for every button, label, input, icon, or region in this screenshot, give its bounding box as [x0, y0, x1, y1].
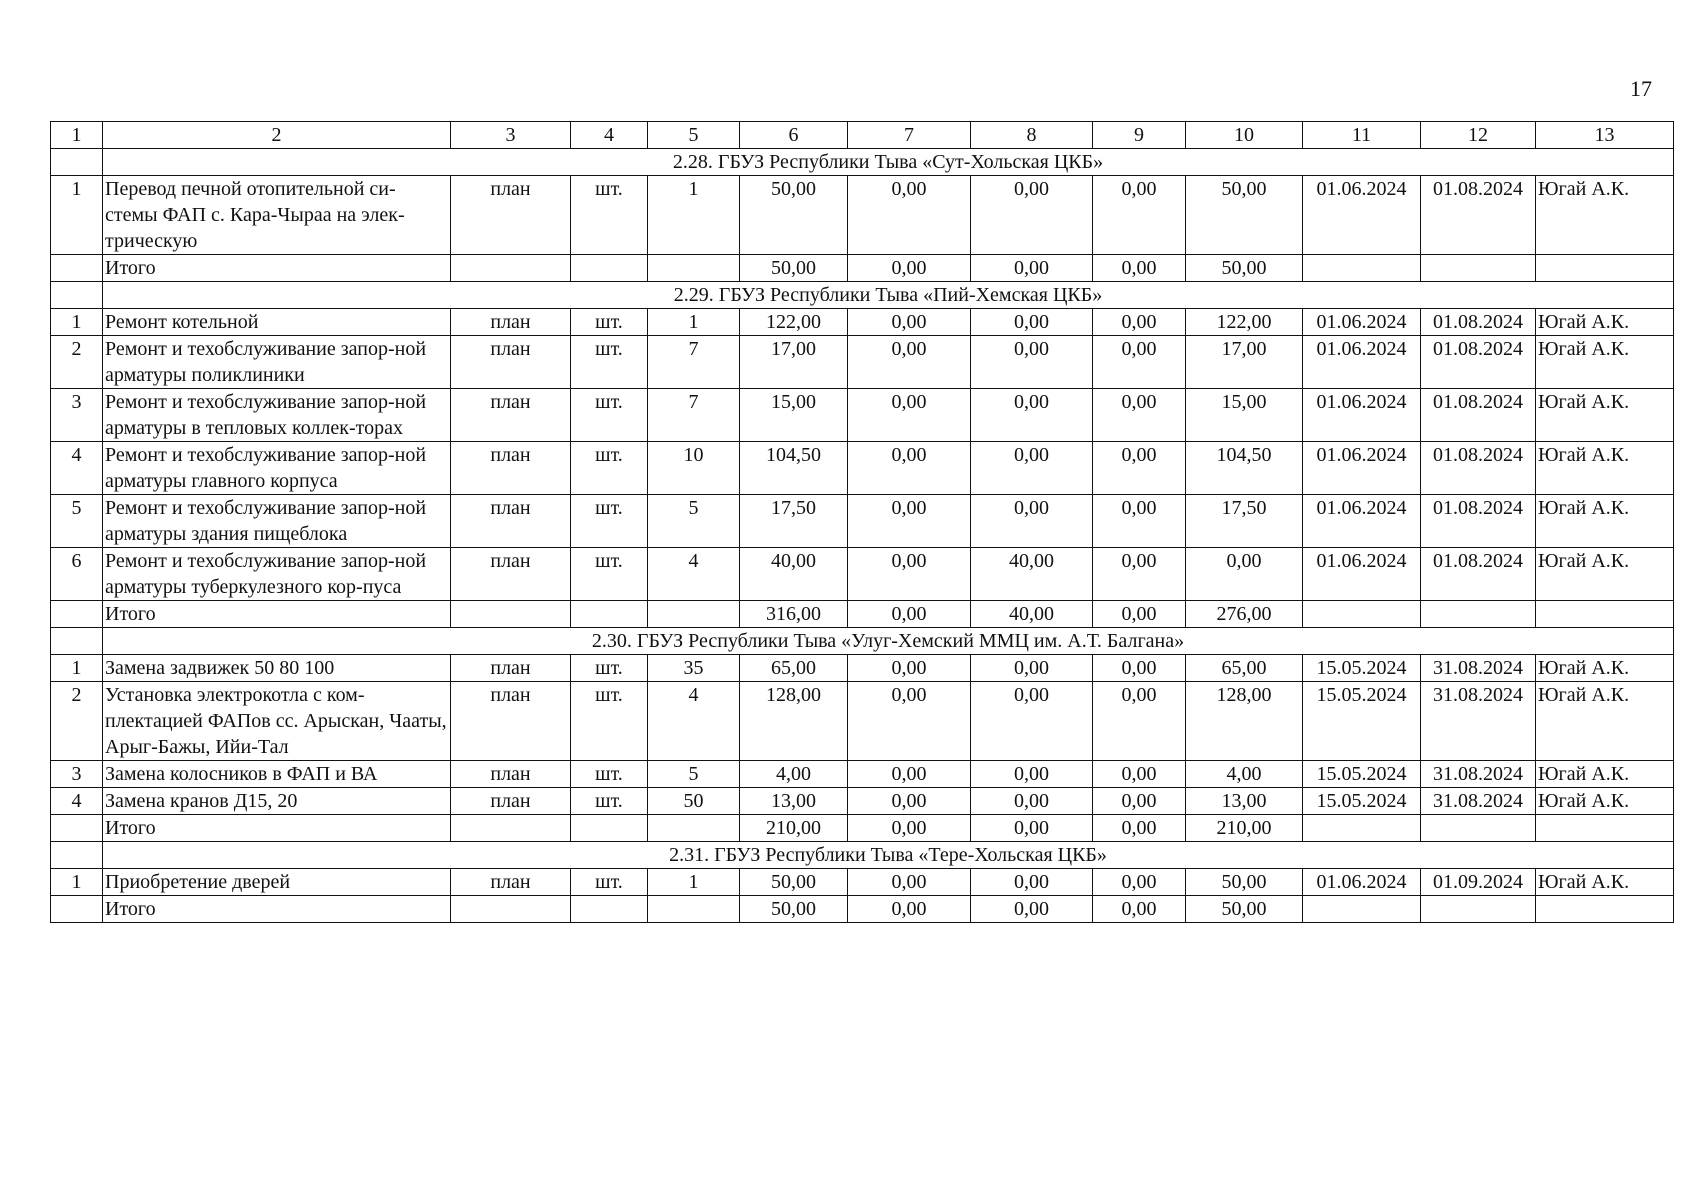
- quantity-cell: 1: [648, 176, 740, 255]
- start-date-cell: 15.05.2024: [1303, 655, 1421, 682]
- amount-cell: 0,00: [848, 336, 971, 389]
- amount-cell: 0,00: [848, 442, 971, 495]
- end-date-cell: 01.09.2024: [1421, 869, 1536, 896]
- amount-cell: 104,50: [1186, 442, 1303, 495]
- start-date-cell: 01.06.2024: [1303, 309, 1421, 336]
- description-cell: Ремонт и техобслуживание запор-ной арматуры главного корпуса: [103, 442, 451, 495]
- empty-cell: [51, 896, 103, 923]
- total-label: Итого: [103, 896, 451, 923]
- amount-cell: 0,00: [848, 869, 971, 896]
- amount-cell: 40,00: [740, 548, 848, 601]
- start-date-cell: 01.06.2024: [1303, 548, 1421, 601]
- table-row: [51, 548, 1674, 601]
- amount-cell: 50,00: [740, 176, 848, 255]
- column-number-cell: 8: [971, 122, 1093, 149]
- amount-cell: 128,00: [740, 682, 848, 761]
- amount-cell: 65,00: [740, 655, 848, 682]
- unit-cell: шт.: [571, 495, 648, 548]
- start-date-cell: 01.06.2024: [1303, 442, 1421, 495]
- total-row: [51, 815, 1674, 842]
- amount-cell: 40,00: [971, 548, 1093, 601]
- description-cell: Замена кранов Д15, 20: [103, 788, 451, 815]
- empty-cell: [571, 255, 648, 282]
- unit-cell: шт.: [571, 655, 648, 682]
- amount-cell: 15,00: [1186, 389, 1303, 442]
- amount-cell: 0,00: [848, 788, 971, 815]
- description-cell: Замена задвижек 50 80 100: [103, 655, 451, 682]
- unit-cell: шт.: [571, 869, 648, 896]
- total-amount-cell: 0,00: [1093, 896, 1186, 923]
- empty-cell: [648, 255, 740, 282]
- column-number-cell: 6: [740, 122, 848, 149]
- section-blank-cell: [51, 842, 103, 869]
- empty-cell: [1303, 896, 1421, 923]
- total-amount-cell: 0,00: [848, 815, 971, 842]
- type-cell: план: [451, 548, 571, 601]
- table-row: [51, 336, 1674, 389]
- type-cell: план: [451, 869, 571, 896]
- description-cell: Приобретение дверей: [103, 869, 451, 896]
- responsible-cell: Югай А.К.: [1536, 761, 1674, 788]
- plan-table: [50, 121, 1674, 923]
- table-row: [51, 788, 1674, 815]
- empty-cell: [1421, 601, 1536, 628]
- quantity-cell: 7: [648, 389, 740, 442]
- empty-cell: [1303, 255, 1421, 282]
- section-title: 2.30. ГБУЗ Республики Тыва «Улуг-Хемский ММЦ им. А.Т. Балгана»: [103, 628, 1674, 655]
- empty-cell: [648, 815, 740, 842]
- amount-cell: 0,00: [1093, 548, 1186, 601]
- table-row: [51, 761, 1674, 788]
- amount-cell: 128,00: [1186, 682, 1303, 761]
- quantity-cell: 4: [648, 682, 740, 761]
- empty-cell: [451, 255, 571, 282]
- total-label: Итого: [103, 255, 451, 282]
- total-amount-cell: 0,00: [971, 815, 1093, 842]
- type-cell: план: [451, 682, 571, 761]
- end-date-cell: 01.08.2024: [1421, 176, 1536, 255]
- empty-cell: [1536, 815, 1674, 842]
- empty-cell: [451, 601, 571, 628]
- unit-cell: шт.: [571, 682, 648, 761]
- start-date-cell: 15.05.2024: [1303, 682, 1421, 761]
- total-amount-cell: 0,00: [971, 255, 1093, 282]
- responsible-cell: Югай А.К.: [1536, 682, 1674, 761]
- unit-cell: шт.: [571, 309, 648, 336]
- empty-cell: [51, 255, 103, 282]
- end-date-cell: 01.08.2024: [1421, 309, 1536, 336]
- row-number-cell: 5: [51, 495, 103, 548]
- start-date-cell: 01.06.2024: [1303, 389, 1421, 442]
- section-title: 2.28. ГБУЗ Республики Тыва «Сут-Хольская ЦКБ»: [103, 149, 1674, 176]
- column-number-cell: 5: [648, 122, 740, 149]
- amount-cell: 0,00: [971, 309, 1093, 336]
- empty-cell: [1536, 896, 1674, 923]
- column-number-cell: 12: [1421, 122, 1536, 149]
- amount-cell: 0,00: [848, 389, 971, 442]
- total-amount-cell: 0,00: [1093, 255, 1186, 282]
- total-label: Итого: [103, 815, 451, 842]
- table-row: [51, 309, 1674, 336]
- header-row: [51, 122, 1674, 149]
- empty-cell: [1536, 601, 1674, 628]
- description-cell: Перевод печной отопительной си-стемы ФАП с. Кара-Чыраа на элек-трическую: [103, 176, 451, 255]
- section-blank-cell: [51, 628, 103, 655]
- amount-cell: 0,00: [1093, 336, 1186, 389]
- description-cell: Ремонт и техобслуживание запор-ной арматуры поликлиники: [103, 336, 451, 389]
- amount-cell: 0,00: [971, 389, 1093, 442]
- amount-cell: 0,00: [848, 176, 971, 255]
- empty-cell: [571, 896, 648, 923]
- amount-cell: 122,00: [1186, 309, 1303, 336]
- responsible-cell: Югай А.К.: [1536, 442, 1674, 495]
- empty-cell: [51, 601, 103, 628]
- empty-cell: [571, 815, 648, 842]
- column-number-cell: 10: [1186, 122, 1303, 149]
- responsible-cell: Югай А.К.: [1536, 176, 1674, 255]
- empty-cell: [1303, 601, 1421, 628]
- amount-cell: 4,00: [1186, 761, 1303, 788]
- responsible-cell: Югай А.К.: [1536, 869, 1674, 896]
- amount-cell: 0,00: [971, 655, 1093, 682]
- quantity-cell: 10: [648, 442, 740, 495]
- responsible-cell: Югай А.К.: [1536, 309, 1674, 336]
- start-date-cell: 01.06.2024: [1303, 869, 1421, 896]
- responsible-cell: Югай А.К.: [1536, 389, 1674, 442]
- total-amount-cell: 210,00: [740, 815, 848, 842]
- total-row: [51, 255, 1674, 282]
- amount-cell: 0,00: [971, 869, 1093, 896]
- description-cell: Ремонт и техобслуживание запор-ной арматуры в тепловых коллек-торах: [103, 389, 451, 442]
- type-cell: план: [451, 495, 571, 548]
- section-title: 2.29. ГБУЗ Республики Тыва «Пий-Хемская ЦКБ»: [103, 282, 1674, 309]
- row-number-cell: 1: [51, 869, 103, 896]
- total-label: Итого: [103, 601, 451, 628]
- amount-cell: 0,00: [1093, 309, 1186, 336]
- total-amount-cell: 0,00: [971, 896, 1093, 923]
- total-amount-cell: 0,00: [848, 896, 971, 923]
- end-date-cell: 01.08.2024: [1421, 548, 1536, 601]
- column-number-cell: 9: [1093, 122, 1186, 149]
- type-cell: план: [451, 442, 571, 495]
- row-number-cell: 2: [51, 682, 103, 761]
- end-date-cell: 31.08.2024: [1421, 682, 1536, 761]
- amount-cell: 13,00: [1186, 788, 1303, 815]
- column-number-cell: 2: [103, 122, 451, 149]
- total-amount-cell: 276,00: [1186, 601, 1303, 628]
- total-row: [51, 896, 1674, 923]
- quantity-cell: 4: [648, 548, 740, 601]
- quantity-cell: 1: [648, 309, 740, 336]
- quantity-cell: 7: [648, 336, 740, 389]
- type-cell: план: [451, 655, 571, 682]
- type-cell: план: [451, 788, 571, 815]
- table-row: [51, 655, 1674, 682]
- quantity-cell: 50: [648, 788, 740, 815]
- unit-cell: шт.: [571, 336, 648, 389]
- type-cell: план: [451, 389, 571, 442]
- type-cell: план: [451, 176, 571, 255]
- type-cell: план: [451, 336, 571, 389]
- quantity-cell: 1: [648, 869, 740, 896]
- row-number-cell: 4: [51, 788, 103, 815]
- amount-cell: 0,00: [971, 761, 1093, 788]
- amount-cell: 122,00: [740, 309, 848, 336]
- quantity-cell: 35: [648, 655, 740, 682]
- total-amount-cell: 210,00: [1186, 815, 1303, 842]
- empty-cell: [648, 601, 740, 628]
- description-cell: Ремонт и техобслуживание запор-ной арматуры здания пищеблока: [103, 495, 451, 548]
- responsible-cell: Югай А.К.: [1536, 548, 1674, 601]
- type-cell: план: [451, 761, 571, 788]
- total-row: [51, 601, 1674, 628]
- amount-cell: 0,00: [848, 761, 971, 788]
- column-number-cell: 4: [571, 122, 648, 149]
- total-amount-cell: 50,00: [740, 255, 848, 282]
- amount-cell: 0,00: [1093, 176, 1186, 255]
- responsible-cell: Югай А.К.: [1536, 336, 1674, 389]
- table-row: [51, 176, 1674, 255]
- column-number-cell: 3: [451, 122, 571, 149]
- total-amount-cell: 50,00: [1186, 255, 1303, 282]
- empty-cell: [1536, 255, 1674, 282]
- total-amount-cell: 0,00: [848, 255, 971, 282]
- description-cell: Ремонт и техобслуживание запор-ной арматуры туберкулезного кор-пуса: [103, 548, 451, 601]
- amount-cell: 15,00: [740, 389, 848, 442]
- amount-cell: 65,00: [1186, 655, 1303, 682]
- section-title-row: [51, 282, 1674, 309]
- empty-cell: [451, 896, 571, 923]
- unit-cell: шт.: [571, 176, 648, 255]
- section-title-row: [51, 842, 1674, 869]
- amount-cell: 0,00: [1186, 548, 1303, 601]
- amount-cell: 0,00: [848, 548, 971, 601]
- total-amount-cell: 0,00: [848, 601, 971, 628]
- page-number: 17: [1630, 76, 1652, 101]
- amount-cell: 0,00: [848, 309, 971, 336]
- empty-cell: [1303, 815, 1421, 842]
- row-number-cell: 1: [51, 655, 103, 682]
- table-row: [51, 389, 1674, 442]
- empty-cell: [648, 896, 740, 923]
- amount-cell: 104,50: [740, 442, 848, 495]
- section-title-row: [51, 149, 1674, 176]
- amount-cell: 0,00: [1093, 869, 1186, 896]
- start-date-cell: 01.06.2024: [1303, 176, 1421, 255]
- amount-cell: 50,00: [740, 869, 848, 896]
- start-date-cell: 15.05.2024: [1303, 788, 1421, 815]
- total-amount-cell: 50,00: [740, 896, 848, 923]
- amount-cell: 0,00: [1093, 442, 1186, 495]
- end-date-cell: 31.08.2024: [1421, 655, 1536, 682]
- unit-cell: шт.: [571, 548, 648, 601]
- start-date-cell: 01.06.2024: [1303, 495, 1421, 548]
- amount-cell: 0,00: [971, 682, 1093, 761]
- amount-cell: 13,00: [740, 788, 848, 815]
- end-date-cell: 01.08.2024: [1421, 336, 1536, 389]
- unit-cell: шт.: [571, 442, 648, 495]
- amount-cell: 0,00: [1093, 761, 1186, 788]
- amount-cell: 17,50: [1186, 495, 1303, 548]
- description-cell: Замена колосников в ФАП и ВА: [103, 761, 451, 788]
- total-amount-cell: 40,00: [971, 601, 1093, 628]
- unit-cell: шт.: [571, 389, 648, 442]
- end-date-cell: 01.08.2024: [1421, 495, 1536, 548]
- table-row: [51, 442, 1674, 495]
- amount-cell: 0,00: [848, 682, 971, 761]
- amount-cell: 50,00: [1186, 869, 1303, 896]
- amount-cell: 0,00: [1093, 495, 1186, 548]
- amount-cell: 0,00: [1093, 682, 1186, 761]
- amount-cell: 0,00: [971, 176, 1093, 255]
- responsible-cell: Югай А.К.: [1536, 655, 1674, 682]
- amount-cell: 50,00: [1186, 176, 1303, 255]
- amount-cell: 17,50: [740, 495, 848, 548]
- start-date-cell: 01.06.2024: [1303, 336, 1421, 389]
- end-date-cell: 01.08.2024: [1421, 442, 1536, 495]
- total-amount-cell: 316,00: [740, 601, 848, 628]
- row-number-cell: 2: [51, 336, 103, 389]
- amount-cell: 17,00: [740, 336, 848, 389]
- amount-cell: 4,00: [740, 761, 848, 788]
- end-date-cell: 01.08.2024: [1421, 389, 1536, 442]
- responsible-cell: Югай А.К.: [1536, 495, 1674, 548]
- column-number-cell: 1: [51, 122, 103, 149]
- row-number-cell: 1: [51, 176, 103, 255]
- empty-cell: [1421, 896, 1536, 923]
- table-row: [51, 495, 1674, 548]
- amount-cell: 0,00: [1093, 655, 1186, 682]
- start-date-cell: 15.05.2024: [1303, 761, 1421, 788]
- row-number-cell: 1: [51, 309, 103, 336]
- amount-cell: 17,00: [1186, 336, 1303, 389]
- type-cell: план: [451, 309, 571, 336]
- description-cell: Ремонт котельной: [103, 309, 451, 336]
- amount-cell: 0,00: [1093, 389, 1186, 442]
- section-title: 2.31. ГБУЗ Республики Тыва «Тере-Хольская ЦКБ»: [103, 842, 1674, 869]
- row-number-cell: 3: [51, 761, 103, 788]
- unit-cell: шт.: [571, 761, 648, 788]
- table-row: [51, 682, 1674, 761]
- empty-cell: [571, 601, 648, 628]
- amount-cell: 0,00: [971, 442, 1093, 495]
- empty-cell: [1421, 815, 1536, 842]
- total-amount-cell: 50,00: [1186, 896, 1303, 923]
- quantity-cell: 5: [648, 495, 740, 548]
- row-number-cell: 6: [51, 548, 103, 601]
- empty-cell: [51, 815, 103, 842]
- section-title-row: [51, 628, 1674, 655]
- amount-cell: 0,00: [971, 788, 1093, 815]
- row-number-cell: 3: [51, 389, 103, 442]
- column-number-cell: 11: [1303, 122, 1421, 149]
- unit-cell: шт.: [571, 788, 648, 815]
- row-number-cell: 4: [51, 442, 103, 495]
- amount-cell: 0,00: [848, 655, 971, 682]
- responsible-cell: Югай А.К.: [1536, 788, 1674, 815]
- quantity-cell: 5: [648, 761, 740, 788]
- column-number-cell: 7: [848, 122, 971, 149]
- total-amount-cell: 0,00: [1093, 601, 1186, 628]
- section-blank-cell: [51, 282, 103, 309]
- total-amount-cell: 0,00: [1093, 815, 1186, 842]
- end-date-cell: 31.08.2024: [1421, 761, 1536, 788]
- description-cell: Установка электрокотла с ком-плектацией ФАПов сс. Арыскан, Чааты, Арыг-Бажы, Ийи-Тал: [103, 682, 451, 761]
- end-date-cell: 31.08.2024: [1421, 788, 1536, 815]
- amount-cell: 0,00: [848, 495, 971, 548]
- empty-cell: [451, 815, 571, 842]
- empty-cell: [1421, 255, 1536, 282]
- column-number-cell: 13: [1536, 122, 1674, 149]
- table-row: [51, 869, 1674, 896]
- amount-cell: 0,00: [971, 336, 1093, 389]
- amount-cell: 0,00: [1093, 788, 1186, 815]
- section-blank-cell: [51, 149, 103, 176]
- amount-cell: 0,00: [971, 495, 1093, 548]
